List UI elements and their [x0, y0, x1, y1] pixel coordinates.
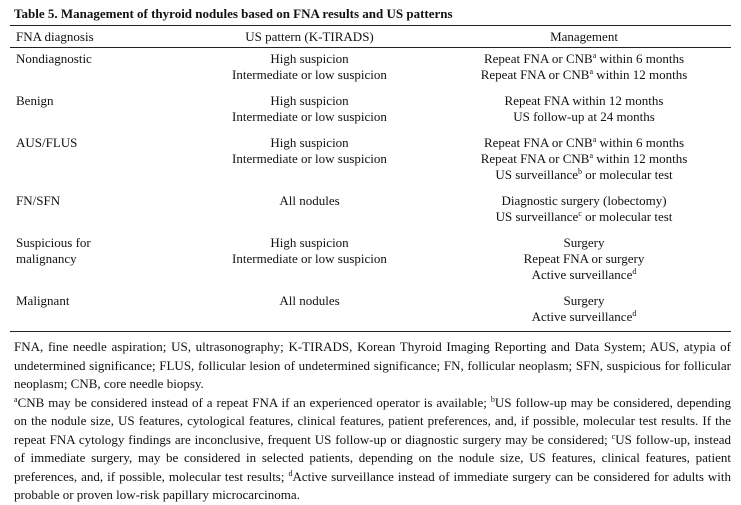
table-body — [10, 48, 731, 332]
management-line — [443, 267, 725, 283]
management-text-suffix: within 12 months — [593, 151, 688, 166]
management-line — [443, 293, 725, 309]
management-text: Surgery — [563, 235, 605, 250]
management-line — [443, 135, 725, 151]
management-text: Active surveillance — [531, 267, 633, 282]
us-pattern-text: Intermediate or low suspicion — [232, 251, 387, 266]
header-fna-diagnosis: FNA diagnosis — [10, 26, 182, 48]
fna-diagnosis-cell — [10, 232, 182, 290]
header-us-pattern: US pattern (K-TIRADS) — [182, 26, 437, 48]
us-pattern-cell — [182, 190, 437, 232]
table-row — [10, 190, 731, 232]
management-line — [443, 67, 725, 83]
us-pattern-text: High suspicion — [270, 135, 349, 150]
management-line — [443, 193, 725, 209]
management-line — [443, 109, 725, 125]
us-pattern-text: Intermediate or low suspicion — [232, 151, 387, 166]
fna-diagnosis-text: Suspicious for — [16, 235, 91, 250]
fna-diagnosis-text: Nondiagnostic — [16, 51, 92, 66]
management-text: Surgery — [563, 293, 605, 308]
table-row — [10, 232, 731, 290]
footnote-marker: a — [589, 67, 593, 76]
fna-diagnosis-text: Malignant — [16, 293, 70, 308]
fna-diagnosis-cell — [10, 48, 182, 91]
management-text-suffix: within 6 months — [596, 51, 685, 66]
fna-diagnosis-cell — [10, 290, 182, 332]
footnote-text: Active surveillance instead of immediate surgery can be considered for adults with probable or proven low-risk papillary microcarcinoma. — [14, 468, 731, 502]
management-text-suffix: within 6 months — [596, 135, 685, 150]
footnote-marker: a — [14, 394, 18, 404]
us-pattern-cell — [182, 232, 437, 290]
table-notes — [10, 338, 731, 505]
management-line — [443, 151, 725, 167]
us-pattern-text: High suspicion — [270, 235, 349, 250]
management-text: US surveillance — [495, 209, 579, 224]
table-header — [10, 26, 731, 48]
management-text: Active surveillance — [531, 309, 633, 324]
fna-diagnosis-text: FN/SFN — [16, 193, 61, 208]
footnote-text: US follow-up, instead of immediate surgery, may be considered in selected patients, depending on the nodule size, US features, clinical features, patient preferences, and, if possible, molecular test results; — [14, 431, 731, 484]
table-title: Table 5. Management of thyroid nodules based on FNA results and US patterns — [14, 6, 453, 21]
footnote-marker: c — [611, 431, 616, 441]
management-cell — [437, 190, 731, 232]
footnote-text: US follow-up may be considered, depending on the nodule size, US features, cytological features, clinical features, patient preferences, and, if possible, molecular test results. If the repeat FNA cytology findings are inconclusive, frequent US follow-up or diagnostic surgery may be considered; — [14, 394, 731, 447]
fna-diagnosis-text: malignancy — [16, 251, 77, 266]
management-line — [443, 167, 725, 183]
management-text: Repeat FNA or CNB — [480, 151, 590, 166]
management-text: Repeat FNA within 12 months — [504, 93, 664, 108]
footnote-marker: d — [632, 267, 637, 276]
footnote-marker: c — [578, 209, 582, 218]
management-cell — [437, 90, 731, 132]
management-text: Repeat FNA or CNB — [483, 51, 593, 66]
management-line — [443, 93, 725, 109]
footnote-marker: a — [589, 151, 593, 160]
footnote-marker: d — [288, 468, 293, 478]
management-text-suffix: or molecular test — [581, 209, 673, 224]
table-row — [10, 132, 731, 190]
header-management: Management — [437, 26, 731, 48]
us-pattern-text: High suspicion — [270, 93, 349, 108]
management-text: Diagnostic surgery (lobectomy) — [501, 193, 667, 208]
header-row — [10, 26, 731, 48]
management-text: Repeat FNA or CNB — [480, 67, 590, 82]
management-cell — [437, 232, 731, 290]
footnotes-paragraph — [14, 394, 731, 505]
management-table — [10, 25, 731, 332]
us-pattern-text: All nodules — [279, 293, 340, 308]
footnote-text: CNB may be considered instead of a repeat FNA if an experienced operator is available; — [17, 394, 491, 410]
management-line — [443, 235, 725, 251]
fna-diagnosis-text: Benign — [16, 93, 54, 108]
us-pattern-cell — [182, 290, 437, 332]
management-text-suffix: within 12 months — [593, 67, 688, 82]
abbreviations-note: FNA, fine needle aspiration; US, ultrasonography; K-TIRADS, Korean Thyroid Imaging Reporting and Data System; AUS, atypia of undetermined significance; FLUS, follicular lesion of undetermined significance; FN, follicular neoplasm; SFN, suspicious for follicular neoplasm; CNB, core needle biopsy. — [14, 339, 731, 391]
fna-diagnosis-cell — [10, 90, 182, 132]
us-pattern-cell — [182, 90, 437, 132]
fna-diagnosis-text: AUS/FLUS — [16, 135, 78, 150]
management-cell — [437, 290, 731, 332]
footnote-marker: b — [490, 394, 495, 404]
fna-diagnosis-cell — [10, 132, 182, 190]
management-cell — [437, 132, 731, 190]
us-pattern-text: Intermediate or low suspicion — [232, 67, 387, 82]
management-line — [443, 251, 725, 267]
footnote-marker: a — [592, 51, 597, 60]
footnote-marker: b — [578, 167, 583, 176]
us-pattern-text: Intermediate or low suspicion — [232, 109, 387, 124]
us-pattern-cell — [182, 48, 437, 91]
table-row — [10, 290, 731, 332]
table-row — [10, 48, 731, 91]
management-cell — [437, 48, 731, 91]
management-text: Repeat FNA or CNB — [483, 135, 593, 150]
management-text: Repeat FNA or surgery — [523, 251, 645, 266]
table-row — [10, 90, 731, 132]
us-pattern-cell — [182, 132, 437, 190]
fna-diagnosis-cell — [10, 190, 182, 232]
footnote-marker: d — [632, 309, 637, 318]
management-text: US surveillance — [495, 167, 579, 182]
management-line — [443, 51, 725, 67]
management-text-suffix: or molecular test — [582, 167, 673, 182]
management-line — [443, 309, 725, 325]
management-text: US follow-up at 24 months — [513, 109, 655, 124]
footnote-marker: a — [592, 135, 597, 144]
us-pattern-text: All nodules — [279, 193, 340, 208]
management-line — [443, 209, 725, 225]
us-pattern-text: High suspicion — [270, 51, 349, 66]
